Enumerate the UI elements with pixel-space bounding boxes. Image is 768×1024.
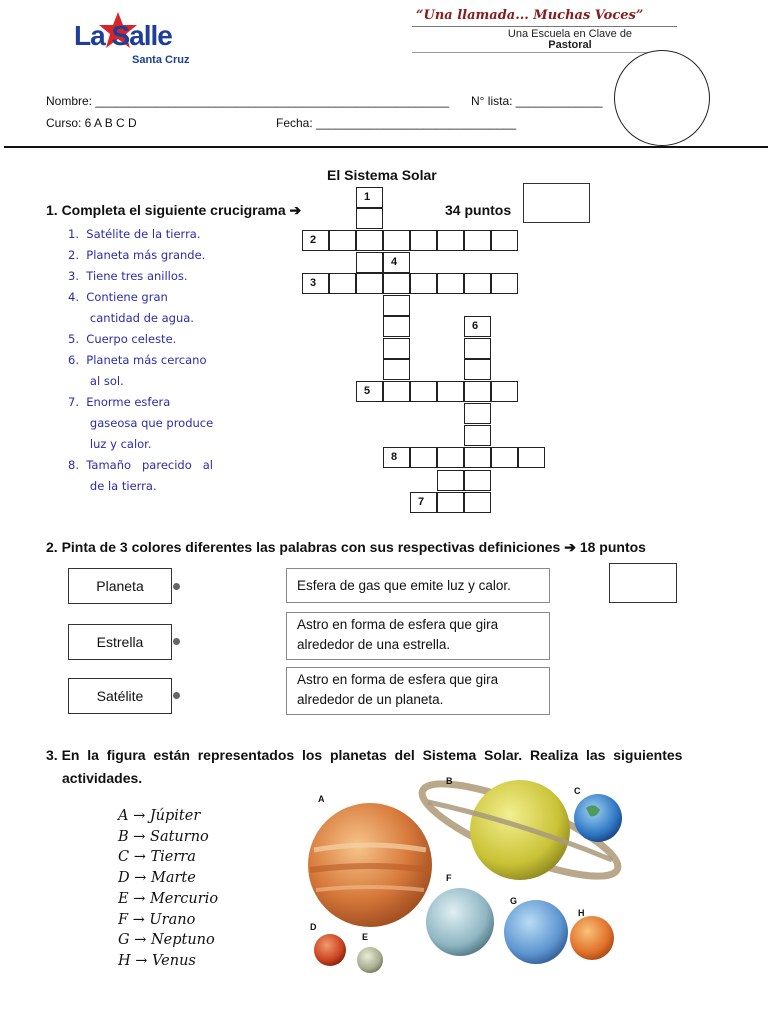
slogan: “Una llamada... Muchas Voces” <box>416 8 644 23</box>
question-1-score-box[interactable] <box>523 183 590 223</box>
crossword-cell[interactable] <box>410 273 437 294</box>
crossword-number-cell[interactable]: 7 <box>410 492 437 513</box>
planet-label-g: G <box>510 896 518 906</box>
crossword-cell[interactable] <box>491 381 518 402</box>
crossword-cell[interactable] <box>464 381 491 402</box>
legend-item: A → Júpiter <box>118 808 201 824</box>
planet-label-e: E <box>362 932 369 942</box>
planet-label-h: H <box>578 908 585 918</box>
school-logo <box>74 12 204 72</box>
crossword-cell[interactable] <box>329 273 356 294</box>
crossword-cell[interactable] <box>437 381 464 402</box>
neptune[interactable] <box>504 900 568 964</box>
clue-item: al sol. <box>68 374 124 388</box>
crossword-number-cell[interactable]: 8 <box>383 447 410 468</box>
mars[interactable] <box>314 934 346 966</box>
crossword-cell[interactable] <box>410 381 437 402</box>
crossword-cell[interactable] <box>383 381 410 402</box>
crossword-cell[interactable] <box>383 273 410 294</box>
planets-svg <box>300 770 640 985</box>
clue-list <box>68 224 213 497</box>
crossword-cell[interactable] <box>464 492 491 513</box>
legend-item: G → Neptuno <box>118 932 215 949</box>
clue-item: de la tierra. <box>68 479 157 493</box>
crossword-cell[interactable] <box>464 447 491 468</box>
clue-item: 1. Satélite de la tierra. <box>68 227 201 241</box>
crossword-number-cell[interactable]: 4 <box>383 252 410 273</box>
planet-label-c: C <box>574 786 581 796</box>
legend-item: B → Saturno <box>118 828 209 845</box>
definition-planeta[interactable]: Astro en forma de esfera que gira alrededor de una estrella. <box>286 612 550 660</box>
crossword-cell[interactable] <box>410 230 437 251</box>
word-satelite[interactable]: Satélite <box>68 678 172 714</box>
venus[interactable] <box>570 916 614 960</box>
clue-item: cantidad de agua. <box>68 311 194 325</box>
definition-estrella[interactable]: Esfera de gas que emite luz y calor. <box>286 568 550 603</box>
crossword-cell[interactable] <box>464 338 491 359</box>
clue-item: 2. Planeta más grande. <box>68 248 206 262</box>
question-1-points: 34 puntos <box>445 202 512 218</box>
crossword-cell[interactable] <box>356 230 383 251</box>
question-2-score-box[interactable] <box>609 563 677 603</box>
crossword-cell[interactable] <box>356 252 383 273</box>
planet-label-b: B <box>446 776 453 786</box>
crossword-cell[interactable] <box>383 295 410 316</box>
clue-item: 7. Enorme esfera <box>68 395 171 409</box>
crossword-cell[interactable] <box>464 403 491 424</box>
crossword-cell[interactable] <box>329 230 356 251</box>
crossword-cell[interactable] <box>464 425 491 446</box>
grade-circle[interactable] <box>614 50 710 146</box>
crossword-number-cell[interactable]: 6 <box>464 316 491 337</box>
question-1-heading: 1. Completa el siguiente crucigrama ➔ <box>46 202 302 218</box>
connector-dot[interactable] <box>173 692 180 699</box>
page-title: El Sistema Solar <box>327 167 437 183</box>
logo-subtitle: Santa Cruz <box>132 54 190 66</box>
clue-item: luz y calor. <box>68 437 152 451</box>
crossword-cell[interactable] <box>410 447 437 468</box>
connector-dot[interactable] <box>173 583 180 590</box>
lista-field[interactable]: N° lista: _____________ <box>471 94 603 108</box>
mercury[interactable] <box>357 947 383 973</box>
definition-satelite[interactable]: Astro en forma de esfera que gira alrededor de un planeta. <box>286 667 550 715</box>
crossword-number-cell[interactable]: 5 <box>356 381 383 402</box>
clue-item: 5. Cuerpo celeste. <box>68 332 177 346</box>
crossword-cell[interactable] <box>383 338 410 359</box>
crossword-cell[interactable] <box>464 273 491 294</box>
planets-illustration <box>300 770 640 985</box>
curso-field[interactable]: Curso: 6 A B C D <box>46 116 137 130</box>
header-divider <box>4 146 768 148</box>
crossword-cell[interactable] <box>464 230 491 251</box>
crossword-cell[interactable] <box>356 273 383 294</box>
planet-label-d: D <box>310 922 317 932</box>
planet-legend <box>118 806 218 972</box>
clue-item: 8. Tamaño parecido al <box>68 458 213 472</box>
crossword-cell[interactable] <box>383 316 410 337</box>
legend-item: F → Urano <box>118 911 196 928</box>
crossword-cell[interactable] <box>491 230 518 251</box>
clue-item: 4. Contiene gran <box>68 290 168 304</box>
planet-label-a: A <box>318 794 325 804</box>
earth[interactable] <box>574 794 622 842</box>
question-3-heading-line2: actividades. <box>62 770 143 786</box>
legend-item: C → Tierra <box>118 849 196 866</box>
slogan-underline <box>412 26 677 27</box>
logo-text: La Salle <box>74 20 172 51</box>
legend-item: H → Venus <box>118 952 196 969</box>
crossword-cell[interactable] <box>437 492 464 513</box>
crossword-cell[interactable] <box>383 230 410 251</box>
crossword-cell[interactable] <box>437 230 464 251</box>
slogan-sub-2: Pastoral <box>548 39 592 51</box>
question-2-heading: 2. Pinta de 3 colores diferentes las palabras con sus respectivas definiciones ➔ 18 puntos <box>46 539 646 555</box>
crossword-cell[interactable] <box>437 273 464 294</box>
connector-dot[interactable] <box>173 638 180 645</box>
word-planeta[interactable]: Planeta <box>68 568 172 604</box>
word-estrella[interactable]: Estrella <box>68 624 172 660</box>
crossword-cell[interactable] <box>437 470 464 491</box>
crossword-number-cell[interactable]: 3 <box>302 273 329 294</box>
clue-item: 6. Planeta más cercano <box>68 353 207 367</box>
crossword-cell[interactable] <box>518 447 545 468</box>
crossword-cell[interactable] <box>356 208 383 229</box>
crossword-cell[interactable] <box>491 447 518 468</box>
clue-item: 3. Tiene tres anillos. <box>68 269 188 283</box>
fecha-field[interactable]: Fecha: ______________________________ <box>276 116 517 130</box>
uranus[interactable] <box>426 888 494 956</box>
clue-item: gaseosa que produce <box>68 416 214 430</box>
nombre-field[interactable]: Nombre: _____________________________________________________ <box>46 94 450 108</box>
crossword-cell[interactable] <box>464 470 491 491</box>
crossword-cell[interactable] <box>383 359 410 380</box>
question-3-heading-line1: 3. En la figura están representados los planetas del Sistema Solar. Realiza las siguientes <box>46 747 683 763</box>
slogan-sub-1: Una Escuela en Clave de <box>507 28 633 40</box>
planet-label-f: F <box>446 873 452 883</box>
crossword-cell[interactable] <box>437 447 464 468</box>
crossword-cell[interactable] <box>464 359 491 380</box>
crossword-number-cell[interactable]: 1 <box>356 187 383 208</box>
saturn[interactable] <box>470 780 570 880</box>
legend-item: E → Mercurio <box>118 890 219 907</box>
crossword-number-cell[interactable]: 2 <box>302 230 329 251</box>
slogan-bottom-line <box>412 52 677 53</box>
legend-item: D → Marte <box>118 870 196 887</box>
crossword-cell[interactable] <box>491 273 518 294</box>
